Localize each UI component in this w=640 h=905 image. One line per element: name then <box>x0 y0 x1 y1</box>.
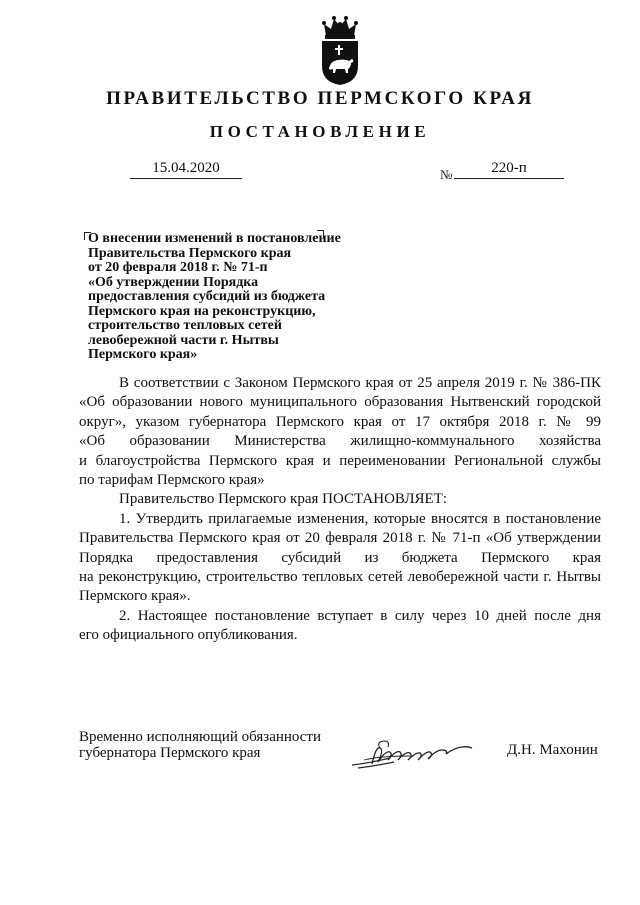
document-date: 15.04.2020 <box>130 160 242 179</box>
document-type-title: ПОСТАНОВЛЕНИЕ <box>209 122 431 141</box>
signatory-title-line: Временно исполняющий обязанности <box>79 729 322 745</box>
body-line: округ», указом губернатора Пермского края от 17 октября 2018 г. № 99 <box>79 413 601 430</box>
body-line: «Об образовании Министерства жилищно-коммунального хозяйства <box>79 433 601 450</box>
signatory-title-line: губернатора Пермского края <box>79 745 261 761</box>
body-line: Правительства Пермского края от 20 февраля 2018 г. № 71-п «Об утверждении <box>79 530 601 547</box>
body-line: его официального опубликования. <box>79 627 298 644</box>
signatory-title <box>79 729 321 761</box>
subject-line: «Об утверждении Порядка <box>88 274 259 290</box>
document-body <box>79 374 601 646</box>
resolution-line: Правительство Пермского края ПОСТАНОВЛЯЕТ: <box>119 491 448 508</box>
subject-line: левобережной части г. Нытвы <box>88 332 279 348</box>
body-line: Порядка предоставления субсидий из бюджета Пермского края <box>79 549 601 566</box>
body-line: 2. Настоящее постановление вступает в силу через 10 дней после дня <box>119 607 601 624</box>
body-line: Пермского края». <box>79 588 191 605</box>
subject-line: предоставления субсидий из бюджета <box>88 289 326 304</box>
body-line: и благоустройства Пермского края и переименовании Региональной службы <box>79 452 601 469</box>
subject-line: Пермского края на реконструкцию, <box>88 303 316 319</box>
signatory-name: Д.Н. Махонин <box>507 742 598 758</box>
subject-line: строительство тепловых сетей <box>88 318 282 333</box>
body-line: «Об образовании нового муниципального образования Нытвенский городской <box>79 394 601 411</box>
subject-line: Правительства Пермского края <box>88 245 292 261</box>
body-line: по тарифам Пермского края» <box>79 472 265 489</box>
document-number: 220-п <box>454 160 564 179</box>
handwritten-signature <box>350 738 475 772</box>
number-sign: № <box>440 167 453 182</box>
coat-of-arms-emblem <box>318 14 362 86</box>
subject-line: Пермского края» <box>88 347 198 362</box>
body-line: 1. Утвердить прилагаемые изменения, которые вносятся в постановление <box>119 510 601 527</box>
body-line: на реконструкцию, строительство тепловых сетей левобережной части г. Нытвы <box>79 569 601 586</box>
subject-line: О внесении изменений в постановление <box>88 231 341 246</box>
body-line: В соответствии с Законом Пермского края от 25 апреля 2019 г. № 386-ПК <box>119 375 601 391</box>
document-subject <box>88 232 378 363</box>
government-title: ПРАВИТЕЛЬСТВО ПЕРМСКОГО КРАЯ <box>106 88 534 109</box>
subject-line: от 20 февраля 2018 г. № 71-п <box>88 260 268 275</box>
